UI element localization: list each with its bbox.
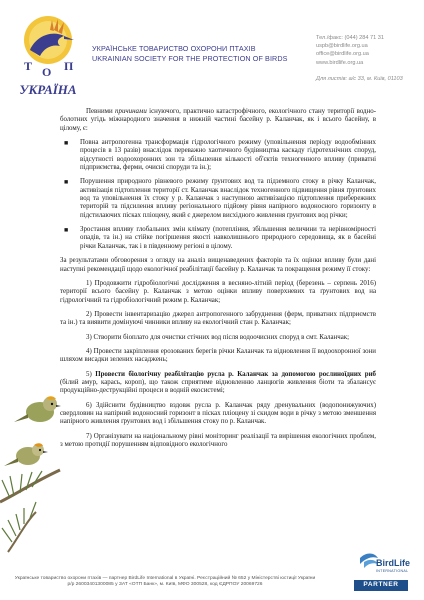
list-item-text: Зростання впливу глобальних змін клімату (потепління, збільшення величини та нерівномірності опадів, та ін.) на стійке погіршення якості навколишнього природного середовища, як в басейні річки Каланчак, так і в південному регіоні в цілому. <box>80 226 376 250</box>
birdlife-partner-logo <box>354 548 411 592</box>
birdlife-subtitle: INTERNATIONAL <box>376 569 409 573</box>
partner-label: PARTNER <box>363 581 399 588</box>
recommendation-bold-text: Провести біологічну реабілітацію русла р. Каланчак за допомогою рослиноїдних риб <box>95 370 376 378</box>
footer-bank-details: р/р 26003401300085 у ЗАТ «ОТП Банк», м. Київ, МФО 300528, код ЄДРПОУ 20069726 <box>67 582 263 588</box>
bullet-icon: ■ <box>64 226 69 235</box>
intro-lead: Певними <box>86 108 116 115</box>
page-footer <box>10 576 320 589</box>
recommendation-item <box>60 334 376 342</box>
svg-text:П: П <box>64 59 74 73</box>
recommendation-text: 3) Створити біоплато для очистки стічних вод після водоочисних споруд в смт. Каланчак; <box>86 333 350 341</box>
svg-text:Т: Т <box>24 59 33 73</box>
intro-emphasis: причинами <box>115 108 147 115</box>
recommendation-item <box>60 402 376 427</box>
birdlife-name: BirdLife <box>376 558 411 568</box>
recommendation-text: 1) Продовжити гідробіологічні дослідження в весняно-літній період (березень – серпень 2016) території всього басейну р. Каланчак з метою оцінки впливу поверхневих та ґрунтових вод на гідрологічний та гідробіологічний режим р. Каланчак; <box>60 279 376 304</box>
contact-email-office[interactable]: office@birdlife.org.ua <box>316 51 369 58</box>
org-name-english: UKRAINIAN SOCIETY FOR THE PROTECTION OF BIRDS <box>92 54 288 63</box>
logo-caption: УКРАЇНА <box>19 82 77 97</box>
recommendation-item <box>60 371 376 396</box>
recommendation-text-cont: (білий амур, карась, короп), що також сприятиме відновленню ланцюгів живлення біоти та збалансує продукційно-деструкційні процеси в водній екосистемі; <box>60 378 376 395</box>
society-logo <box>14 10 82 102</box>
organization-names <box>92 44 288 64</box>
letter-body <box>60 108 376 455</box>
intro-rest: існуючого, практично катастрофічного, екологічного стану території водно-болотних угідь міжнародного значення в нижній частині басейну р. Каланчак, як і всього басейну, в цілому, є: <box>60 108 376 132</box>
intro-paragraph <box>60 108 376 133</box>
bullet-icon: ■ <box>64 139 69 148</box>
postal-address: Для листів: а/с 33, м. Київ, 01103 <box>316 76 403 82</box>
recommendation-item <box>60 311 376 328</box>
list-item <box>60 139 376 172</box>
list-item-text: Повна антропогенна трансформація гідрологічного режиму (уповільнення періоду водообмінних процесів в 13 разів) внаслідок переважно хаотичного будівництва каскаду гідротехнічних споруд, відсутності водоохоронних зон та збільшення кількості об'єктів техногенного впливу (приватні підприємства, ферми, очисні споруди та ін.); <box>80 139 376 172</box>
bullet-icon: ■ <box>64 178 69 187</box>
list-item <box>60 178 376 220</box>
svg-text:О: О <box>42 65 52 79</box>
causes-list <box>60 139 376 251</box>
recommendation-text: 6) Здійснити будівництво вздовж русла р. Каланчак ряду дренувальних (водопонижуючих) свердловин на напірний водоносний горизонт в пісках пліоцену зі скидом води в річку з метою зменшення напірного живлення ґрунтових вод і збільшення стоку по р. Каланчак. <box>60 401 376 426</box>
recommendation-item <box>60 433 376 450</box>
recommendation-text: 5) <box>86 370 96 378</box>
recommendation-item <box>60 280 376 305</box>
contact-website[interactable]: www.birdlife.org.ua <box>316 59 364 66</box>
contact-phone: Тел./факс: (044) 284 71 31 <box>316 35 385 41</box>
footer-registration: Українське товариство охорони птахів — партнер BirdLife International в Україні. Реєстраційний № 652 у Міністерстві юстиції України <box>14 576 316 581</box>
recommendation-text: 7) Організувати на національному рівні моніторинг реалізації та вирішення екологічних проблем, з метою протидії порушенням відповідного екологічного <box>60 432 376 448</box>
recommendation-text: 2) Провести інвентаризацію джерел антропогенного забруднення (ферм, приватних підприємств та ін.) та виявити домінуючі чинники впливу на екологічний стан р. Каланчак; <box>60 310 376 327</box>
recommendation-item <box>60 348 376 365</box>
bird-illustration <box>0 352 66 572</box>
list-item <box>60 226 376 251</box>
recommendation-text: 4) Провести закріплення ерозованих берегів річки Каланчак та відновлення її водоохоронної зони шляхом висадки зелених насаджень; <box>60 347 376 364</box>
org-name-ukrainian: УКРАЇНСЬКЕ ТОВАРИСТВО ОХОРОНИ ПТАХІВ <box>92 44 256 53</box>
contact-block <box>316 34 420 67</box>
contact-email-uspb[interactable]: uspb@birdlife.org.ua <box>316 43 368 50</box>
summary-paragraph: За результатами обговорення з огляду на аналіз вищенаведених факторів та їх оцінки впливу були дані наступні рекомендації щодо екологічної реабілітації басейну р. Каланчак та покращення режиму її стоку: <box>60 257 376 273</box>
list-item-text: Порушення природного рівневого режиму ґрунтових вод та підземного стоку в річку Каланчак, активізація підтоплення території ст. Каланчак внаслідок техногенного підвищення рівня ґрунтових вод та уповільнення їх стоку у р. Каланчак з наступною активізацією підтоплення прибережних територій та підсилення впливу регіонального підйому рівня напірного водоносного горизонту в підстилаючих пісках пліоцену, який є джерелом висхідного живлення ґрунтових вод річки; <box>80 178 376 219</box>
